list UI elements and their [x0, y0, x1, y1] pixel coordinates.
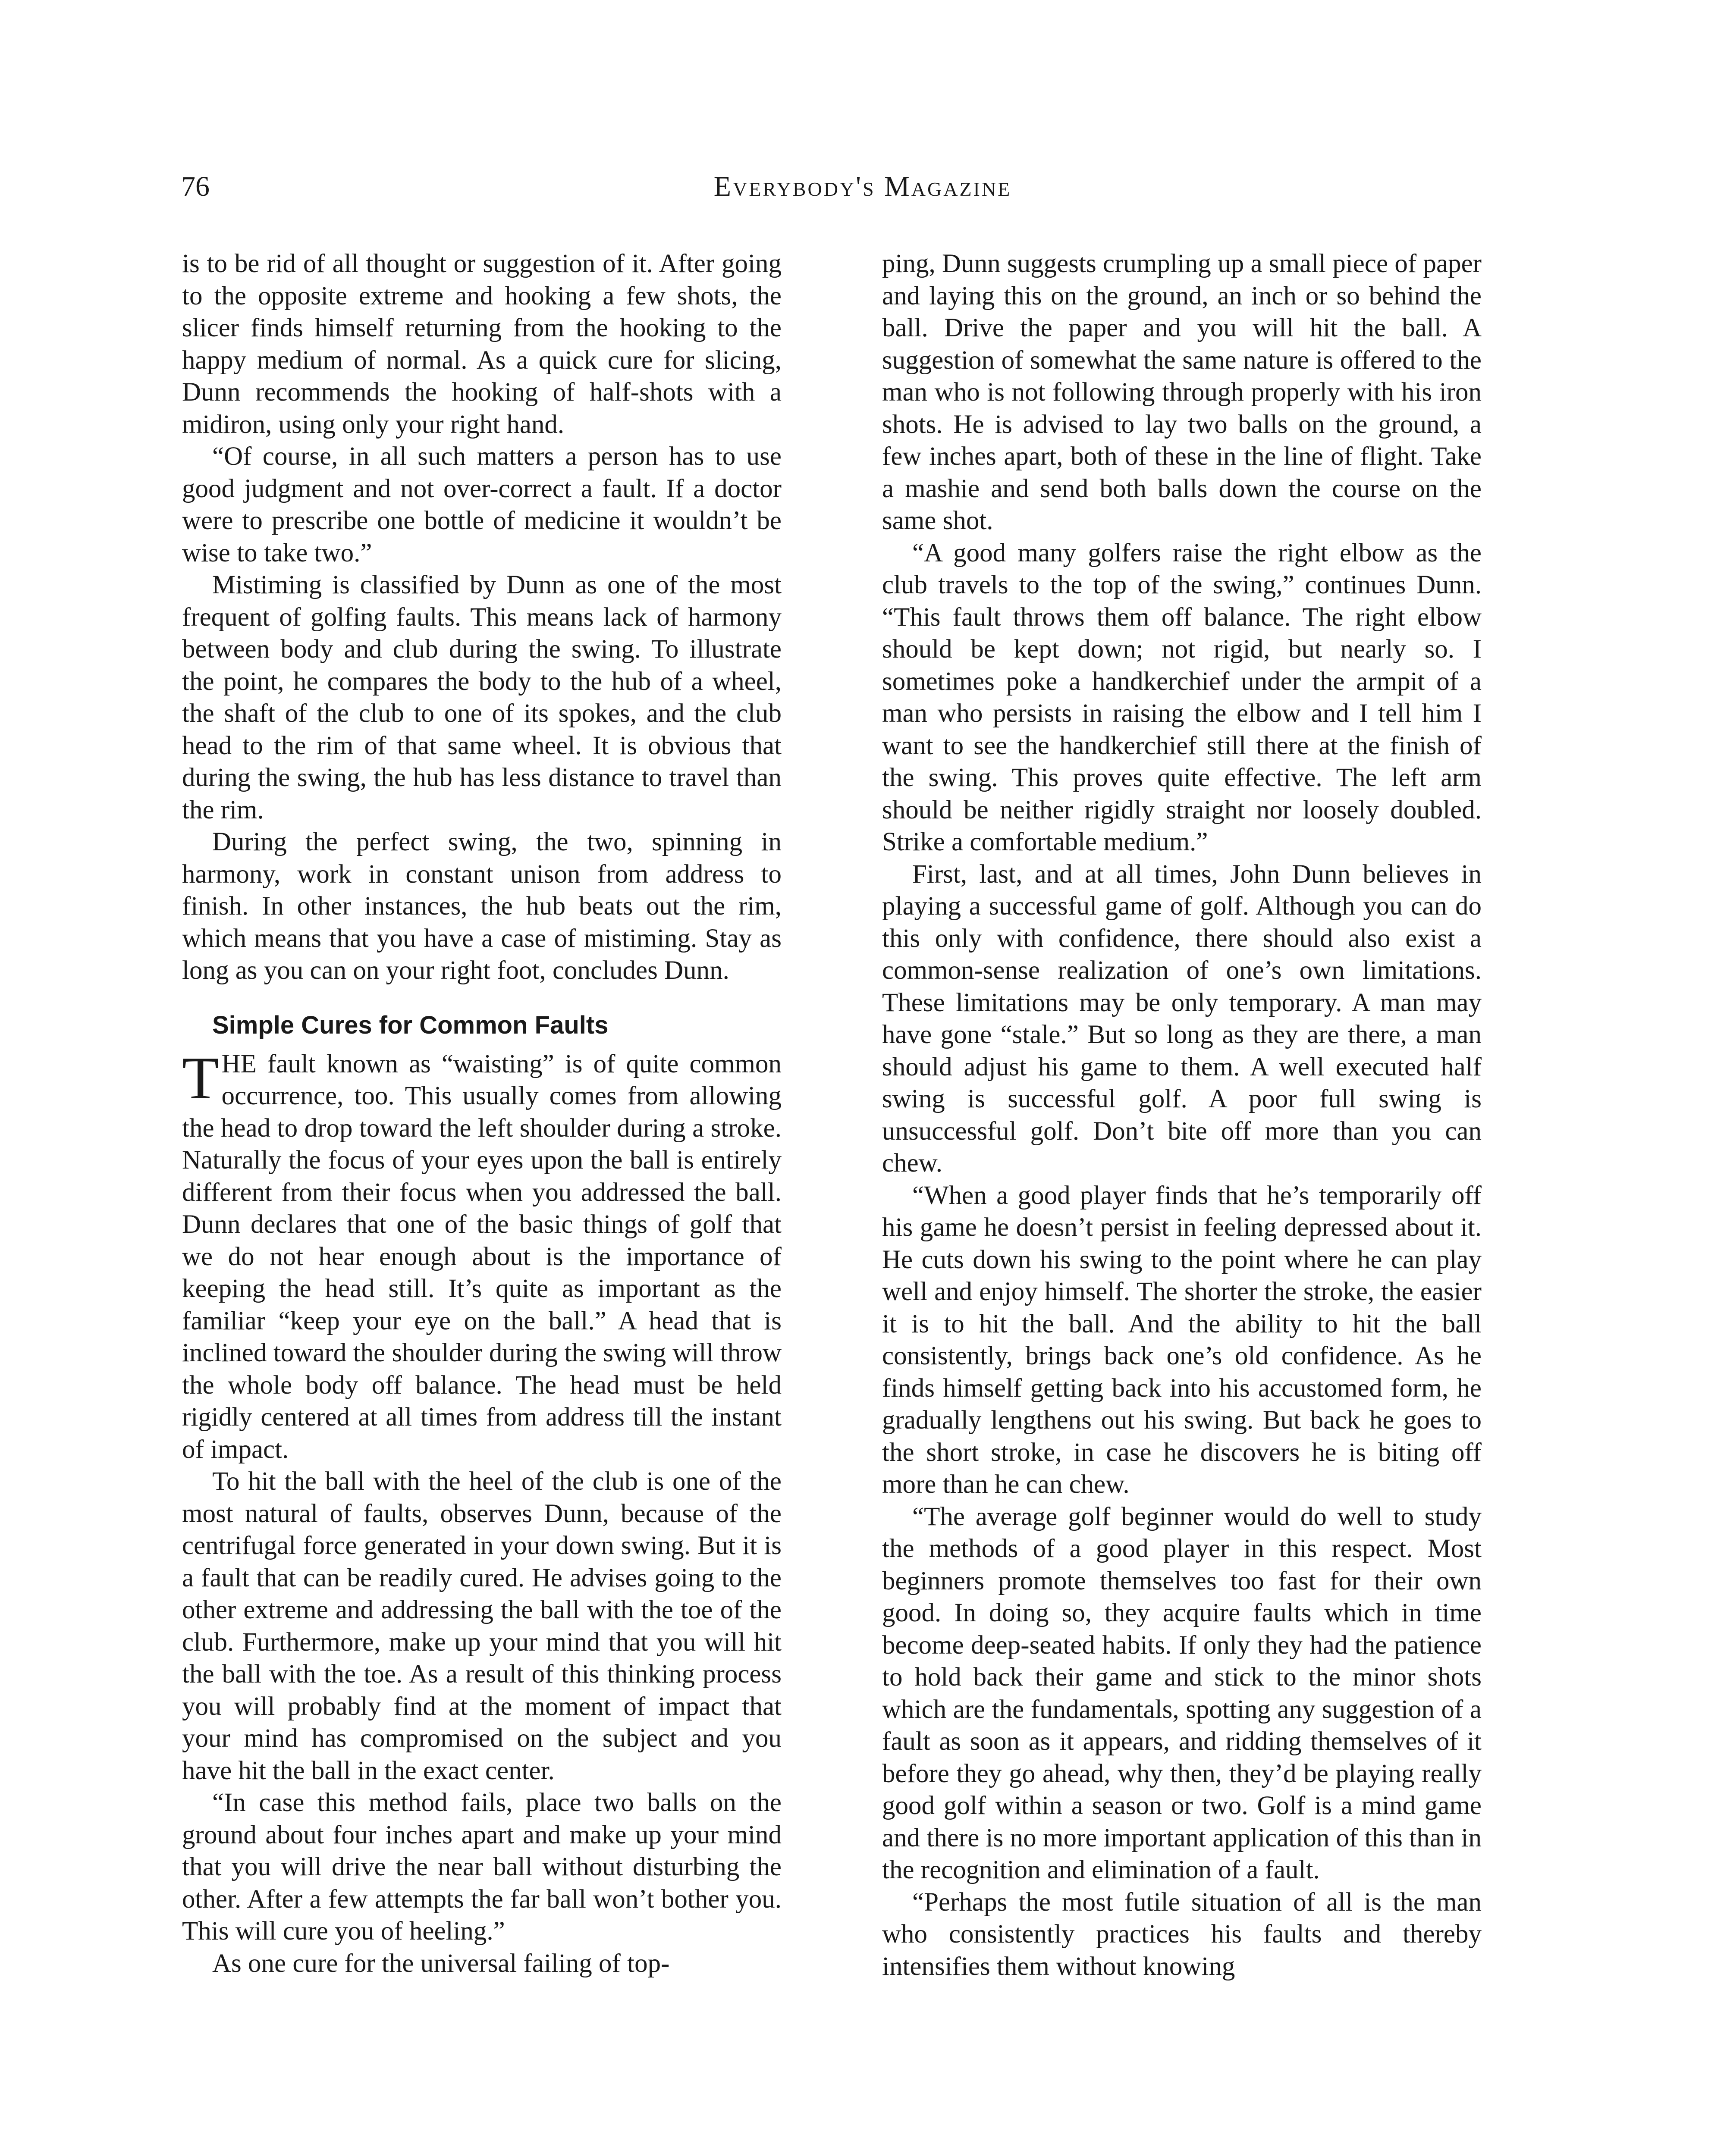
- paragraph-text: HE fault known as “waisting” is of quite common occurrence, too. This usually comes from allowing the head to drop toward the left shoulder during a stroke. Naturally the focus of your eyes upon the ball is entirely different from their focus when you addressed the ball. Dunn declares that one of the basic things of golf that we do not hear enough about is the importance of keeping the head still. It’s quite as important as the familiar “keep your eye on the ball.” A head that is inclined toward the shoulder during the swing will throw the whole body off balance. The head must be held rigidly centered at all times from address till the instant of impact.: [182, 1049, 782, 1464]
- section-heading: Simple Cures for Common Faults: [212, 1011, 609, 1039]
- running-head: Everybody's Magazine: [713, 171, 1012, 202]
- paragraph: Mistiming is classified by Dunn as one of the most frequent of golfing faults. This means lack of harmony between body and club during the swing. To illustrate the point, he compares the body to the hub of a wheel, the shaft of the club to one of its spokes, and the club head to the rim of that same wheel. It is obvious that during the swing, the hub has less distance to travel than the rim.: [182, 570, 782, 824]
- paragraph: “In case this method fails, place two balls on the ground about four inches apart and make up your mind that you will drive the near ball without disturbing the other. After a few attempts the far ball won’t bother you. This will cure you of heeling.”: [182, 1788, 782, 1946]
- paragraph: “Perhaps the most futile situation of all is the man who consistently practices his faults and thereby intensifies them without knowing: [882, 1887, 1482, 1981]
- paragraph: First, last, and at all times, John Dunn believes in playing a successful game of golf. Although you can do this only with confidence, there should also exist a common-sense realization of one’s own limitations. These limitations may be only temporary. A man may have gone “stale.” But so long as they are there, a man should adjust his game to them. A well executed half swing is successful golf. A poor full swing is unsuccessful golf. Don’t bite off more than you can chew.: [882, 859, 1482, 1178]
- drop-cap: T: [182, 1044, 219, 1112]
- paragraph: To hit the ball with the heel of the club is one of the most natural of faults, observes Dunn, because of the centrifugal force generated in your down swing. But it is a fault that can be readily cured. He advises going to the other extreme and addressing the ball with the toe of the club. Furthermore, make up your mind that you will hit the ball with the toe. As a result of this thinking process you will probably find at the moment of impact that your mind has compromised on the subject and you have hit the ball in the exact center.: [182, 1467, 782, 1785]
- paragraph: During the perfect swing, the two, spinning in harmony, work in constant unison from address to finish. In other instances, the hub beats out the rim, which means that you have a case of mistiming. Stay as long as you can on your right foot, concludes Dunn.: [182, 827, 782, 985]
- left-column: [182, 248, 782, 1980]
- page-number: 76: [181, 171, 210, 202]
- paragraph: ping, Dunn suggests crumpling up a small piece of paper and laying this on the ground, an inch or so behind the ball. Drive the paper and you will hit the ball. A suggestion of somewhat the same nature is offered to the man who is not following through properly with his iron shots. He is advised to lay two balls on the ground, a few inches apart, both of these in the line of flight. Take a mashie and send both balls down the course on the same shot.: [882, 249, 1482, 535]
- paragraph: is to be rid of all thought or suggestion of it. After going to the opposite extreme and hooking a few shots, the slicer finds himself returning from the hooking to the happy medium of normal. As a quick cure for slicing, Dunn recommends the hooking of half-shots with a midiron, using only your right hand.: [182, 249, 782, 439]
- paragraph: [182, 1044, 782, 1466]
- right-column: [882, 248, 1482, 1983]
- paragraph: “Of course, in all such matters a person has to use good judgment and not over-correct a fault. If a doctor were to prescribe one bottle of medicine it wouldn’t be wise to take two.”: [182, 442, 782, 567]
- paragraph: “The average golf beginner would do well to study the methods of a good player in this respect. Most beginners promote themselves too fast for their own good. In doing so, they acquire faults which in time become deep-seated habits. If only they had the patience to hold back their game and stick to the minor shots which are the fundamentals, spotting any suggestion of a fault as soon as it appears, and ridding themselves of it before they go ahead, why then, they’d be playing really good golf within a season or two. Golf is a mind game and there is no more important application of this than in the recognition and elimination of a fault.: [882, 1502, 1482, 1884]
- paragraph: “When a good player finds that he’s temporarily off his game he doesn’t persist in feeling depressed about it. He cuts down his swing to the point where he can play well and enjoy himself. The shorter the stroke, the easier it is to hit the ball. And the ability to hit the ball consistently, brings back one’s old confidence. As he finds himself getting back into his accustomed form, he gradually lengthens out his swing. But back he goes to the short stroke, in case he discovers he is biting off more than he can chew.: [882, 1181, 1482, 1499]
- paragraph: As one cure for the universal failing of top-: [212, 1949, 670, 1978]
- paragraph: “A good many golfers raise the right elbow as the club travels to the top of the swing,” continues Dunn. “This fault throws them off balance. The right elbow should be kept down; not rigid, but nearly so. I sometimes poke a handkerchief under the armpit of a man who persists in raising the elbow and I tell him I want to see the handkerchief still there at the finish of the swing. This proves quite effective. The left arm should be neither rigidly straight nor loosely doubled. Strike a comfortable medium.”: [882, 538, 1482, 856]
